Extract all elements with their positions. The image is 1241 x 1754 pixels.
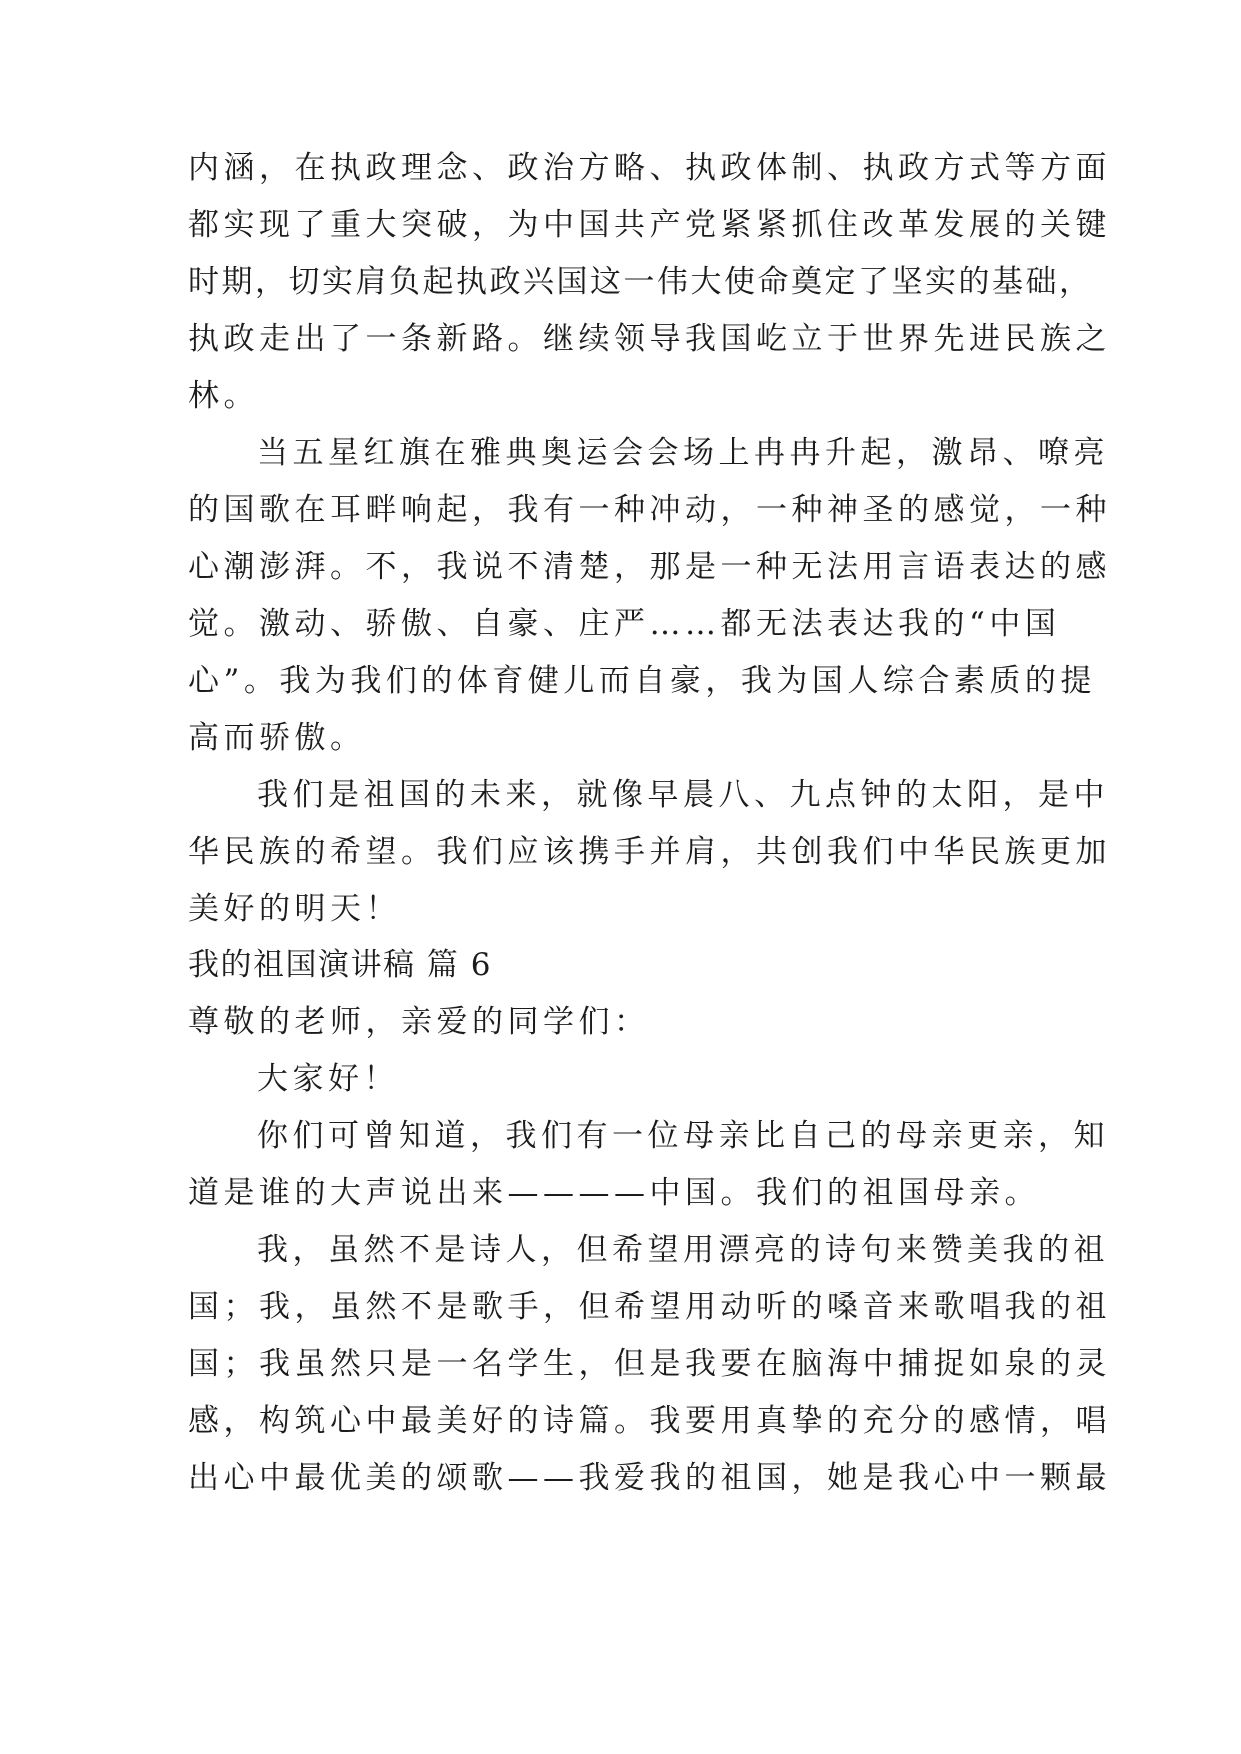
greeting: 大家好！ [257,1061,399,1097]
text-line: 美好的明天！ [188,891,401,927]
paragraph-first-line: 我们是祖国的未来，就像早晨八、九点钟的太阳，是中 [257,777,1109,813]
text-line: 的国歌在耳畔响起，我有一种冲动，一种神圣的感觉，一种 [188,492,1111,528]
text-line: 出心中最优美的颂歌——我爱我的祖国，她是我心中一颗最 [188,1460,1111,1496]
text-line: 觉。激动、骄傲、自豪、庄严……都无法表达我的“中国 [188,606,1061,642]
text-line: 感，构筑心中最美好的诗篇。我要用真挚的充分的感情，唱 [188,1403,1111,1439]
section-heading: 我的祖国演讲稿 篇 6 [188,947,492,983]
text-line: 都实现了重大突破，为中国共产党紧紧抓住改革发展的关键 [188,207,1111,243]
text-line: 高而骄傲。 [188,720,366,756]
paragraph-first-line: 当五星红旗在雅典奥运会会场上冉冉升起，激昂、嘹亮 [257,435,1109,471]
salutation: 尊敬的老师，亲爱的同学们： [188,1004,650,1040]
text-line: 心”。我为我们的体育健儿而自豪，我为国人综合素质的提 [188,663,1096,699]
text-line: 国；我，虽然不是歌手，但希望用动听的嗓音来歌唱我的祖 [188,1289,1111,1325]
text-line: 林。 [188,378,259,414]
paragraph-first-line: 你们可曾知道，我们有一位母亲比自己的母亲更亲，知 [257,1118,1109,1154]
paragraph-first-line: 我，虽然不是诗人，但希望用漂亮的诗句来赞美我的祖 [257,1232,1109,1268]
text-line: 内涵，在执政理念、政治方略、执政体制、执政方式等方面 [188,150,1111,186]
text-line: 华民族的希望。我们应该携手并肩，共创我们中华民族更加 [188,834,1111,870]
text-line: 时期，切实肩负起执政兴国这一伟大使命奠定了坚实的基础， [188,264,1093,300]
text-line: 心潮澎湃。不，我说不清楚，那是一种无法用言语表达的感 [188,549,1111,585]
text-line: 执政走出了一条新路。继续领导我国屹立于世界先进民族之 [188,321,1111,357]
text-line: 国；我虽然只是一名学生，但是我要在脑海中捕捉如泉的灵 [188,1346,1111,1382]
text-line: 道是谁的大声说出来————中国。我们的祖国母亲。 [188,1175,1040,1211]
